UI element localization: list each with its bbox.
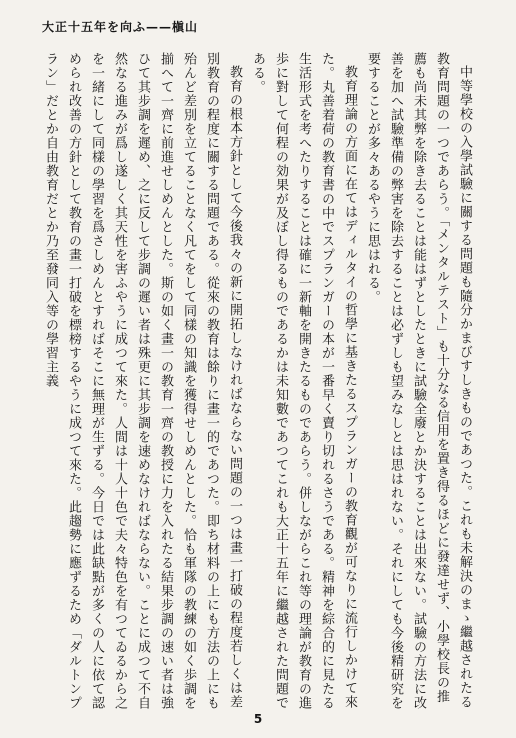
running-header: 大正十五年を向ふ——槇山	[42, 20, 199, 34]
paragraph-entrance-exam: 中等學校の入學試驗に關する問題も隨分かまびすしきものであつた。これも未解決のまゝ繼越されたる教育問題の一つであらう。「メンタルテスト」も十分なる信用を置き得るほどに發達せず、小學校長の推薦も尚未其弊を除き去ることは能はずとしたときに試驗全廢とか決することは出來ない。試驗の方法に改善を加へ試驗準備の弊害を除去することは必ずしも望みなしとは思はれない。それにしても今後精研究を要することが多々あるやうに思はれる。	[365, 52, 472, 710]
paragraph-uniformity-problem: 教育の根本方針として今後我々の新に開拓しなければならない問題の一つは畫一打破の程度若しくは差別教育の程度に關する問題である。從來の教育は餘りに畫一的であつた。即ち材料の上にも方法の上にも殆んど差別を立てることなく凡てをして同樣の知識を獲得せしめんとした。恰も軍隊の教練の如く歩調を揃へて一齊に前進せしめんとした。斯の如く畫一の教育一齊の教授に力を入れたる結果步調の速い者は強ひて其步調を遲め、之に反して步調の遲い者は殊更に其步調を速めなければならない。ことに成つて不自然なる進みが爲し遂しく其天性を害ふやうに成つて來た。人間は十人十色で夫々特色を有つてゐるから之を一緒にして同樣の學習を爲さしめんとすればそこに無理が生ずる。今日では此缺點が多くの人に依て認められ改善の方針として教育の畫一打破を標榜するやうに成つて來た。此趨勢に應ずるため「ダルトンプラン」だとか自由教育だとか乃至發同入等の學習主義	[43, 52, 242, 710]
paragraph-educational-theory: 教育理論の方面に在てはディルタイの哲學に基きたるスプランガーの教育觀が可なりに流行しかけて來た。丸善着荷の教育書の中でスプランガーの本が一番早く賣り切れるさうである。精神を綜合的に見たる生活形式を考へたりすることは確に一新軸を開きたるものであらう。併しながらこれ等の理論が教育の進歩に對して何程の効果が及ぼし得るものであるかは未知數であつてこれも大正十五年に繼越された問題である。	[250, 52, 357, 710]
page-number: 5	[253, 712, 263, 726]
vertical-body-text	[36, 52, 476, 712]
